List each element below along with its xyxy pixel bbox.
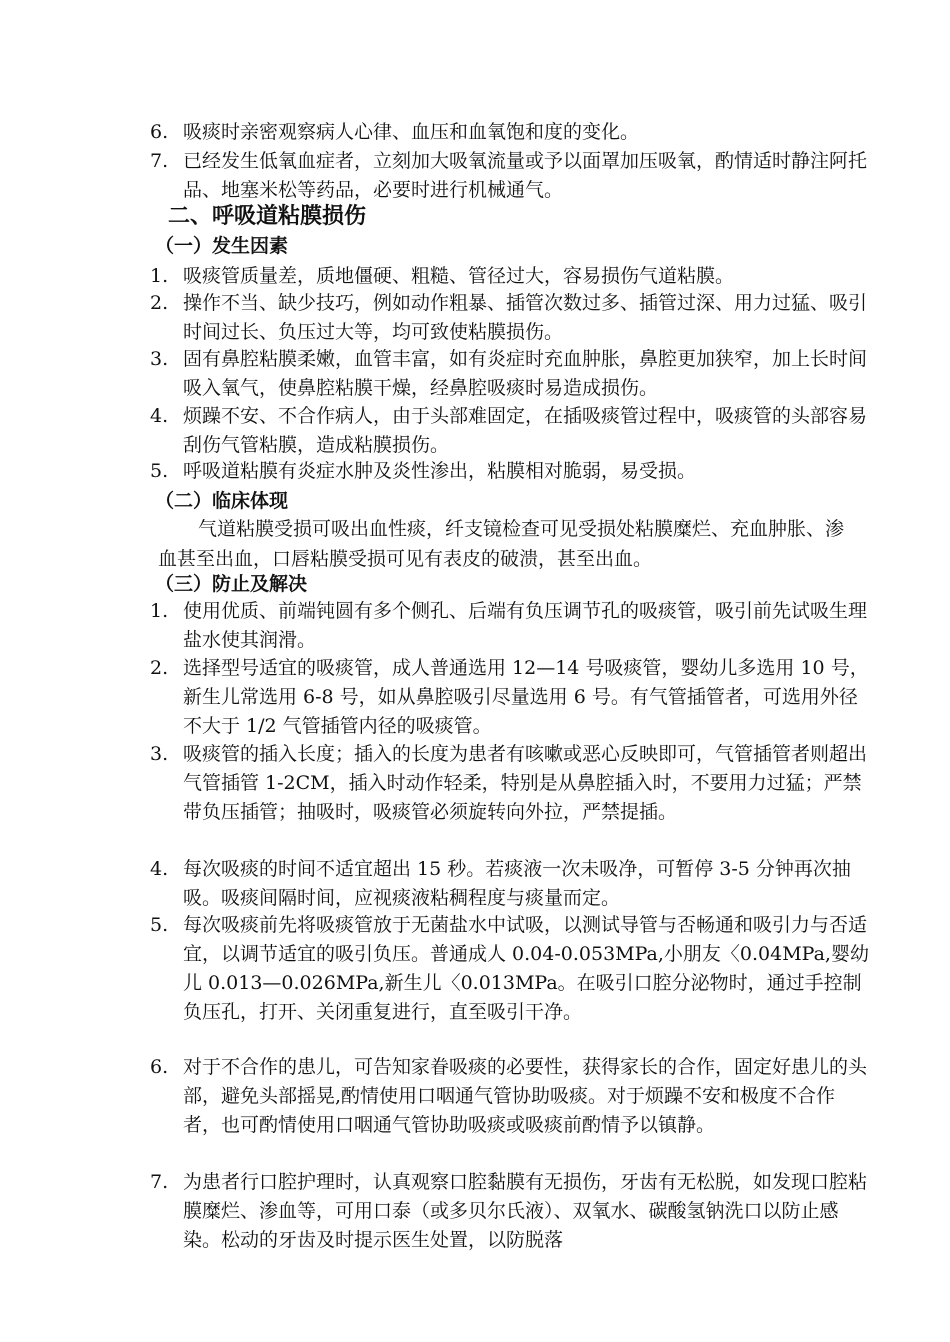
list-number: 1.	[150, 265, 169, 287]
list-item	[150, 855, 870, 913]
list-text: 操作不当、缺少技巧，例如动作粗暴、插管次数过多、插管过深、用力过猛、吸引时间过长、负压过大等，均可致使粘膜损伤。	[183, 292, 868, 343]
list-text: 吸痰时亲密观察病人心律、血压和血氧饱和度的变化。	[183, 121, 640, 143]
list-text: 为患者行口腔护理时，认真观察口腔黏膜有无损伤，牙齿有无松脱，如发现口腔粘膜糜烂、渗血等，可用口泰（或多贝尔氏液）、双氧水、碳酸氢钠洗口以防止感染。松动的牙齿及时提示医生处置，以防脱落	[183, 1171, 868, 1251]
list-item	[150, 1053, 870, 1140]
list-number: 4.	[150, 405, 169, 427]
list-number: 7.	[150, 150, 169, 172]
clinical-heading: （二）临床体现	[155, 490, 289, 512]
list-item	[150, 740, 870, 827]
list-item	[150, 911, 870, 1027]
list-number: 6.	[150, 1056, 169, 1078]
list-item	[150, 1168, 870, 1255]
list-number: 1.	[150, 600, 169, 622]
list-text: 呼吸道粘膜有炎症水肿及炎性渗出，粘膜相对脆弱，易受损。	[183, 460, 697, 482]
list-item	[150, 262, 870, 291]
list-number: 2.	[150, 292, 169, 314]
list-text: 吸痰管质量差，质地僵硬、粗糙、管径过大，容易损伤气道粘膜。	[183, 265, 735, 287]
list-item	[150, 402, 870, 460]
list-item	[150, 147, 870, 205]
list-text: 每次吸痰的时间不适宜超出 15 秒。若痰液一次未吸净，可暂停 3-5 分钟再次抽吸。吸痰间隔时间，应视痰液粘稠程度与痰量而定。	[183, 858, 851, 909]
list-number: 5.	[150, 914, 169, 936]
list-item	[150, 597, 870, 655]
list-text: 对于不合作的患儿，可告知家眷吸痰的必要性，获得家长的合作，固定好患儿的头部，避免头部摇晃,酌情使用口咽通气管协助吸痰。对于烦躁不安和极度不合作者，也可酌情使用口咽通气管协助吸痰或吸痰前酌情予以镇静。	[183, 1056, 868, 1136]
list-item	[150, 654, 870, 741]
list-item	[150, 118, 870, 147]
list-number: 3.	[150, 743, 169, 765]
cause-heading: （一）发生因素	[155, 235, 289, 257]
list-text: 选择型号适宜的吸痰管，成人普通选用 12—14 号吸痰管，婴幼儿多选用 10 号，新生儿常选用 6-8 号，如从鼻腔吸引尽量选用 6 号。有气管插管者，可选用外径不大于 1/2 气管插管内径的吸痰管。	[183, 657, 869, 737]
list-item	[150, 457, 870, 486]
list-number: 2.	[150, 657, 169, 679]
list-text: 每次吸痰前先将吸痰管放于无菌盐水中试吸，以测试导管与否畅通和吸引力与否适宜，以调节适宜的吸引负压。普通成人 0.04-0.053MPa,小朋友〈0.04MPa,婴幼儿 0.013—0.026MPa,新生儿〈0.013MPa。在吸引口腔分泌物时，通过手控制负压孔，打开、关闭重复进行，直至吸引干净。	[183, 914, 869, 1023]
clinical-paragraph: 气道粘膜受损可吸出血性痰，纤支镜检查可见受损处粘膜糜烂、充血肿胀、渗血甚至出血，口唇粘膜受损可见有表皮的破溃，甚至出血。	[158, 518, 845, 570]
list-number: 7.	[150, 1171, 169, 1193]
list-item	[150, 345, 870, 403]
prevention-heading: （三）防止及解决	[155, 573, 308, 595]
list-text: 烦躁不安、不合作病人，由于头部难固定，在插吸痰管过程中，吸痰管的头部容易刮伤气管粘膜，造成粘膜损伤。	[183, 405, 868, 456]
list-number: 4.	[150, 858, 169, 880]
list-text: 已经发生低氧血症者，立刻加大吸氧流量或予以面罩加压吸氧，酌情适时静注阿托品、地塞米松等药品，必要时进行机械通气。	[183, 150, 868, 201]
list-number: 3.	[150, 348, 169, 370]
list-number: 5.	[150, 460, 169, 482]
list-text: 使用优质、前端钝圆有多个侧孔、后端有负压调节孔的吸痰管，吸引前先试吸生理盐水使其润滑。	[183, 600, 868, 651]
list-text: 吸痰管的插入长度；插入的长度为患者有咳嗽或恶心反映即可，气管插管者则超出气管插管 1-2CM，插入时动作轻柔，特别是从鼻腔插入时，不要用力过猛；严禁带负压插管；抽吸时，吸痰管必须旋转向外拉，严禁提插。	[183, 743, 868, 823]
section-title: 二、呼吸道粘膜损伤	[168, 204, 367, 229]
list-number: 6.	[150, 121, 169, 143]
list-item	[150, 289, 870, 347]
list-text: 固有鼻腔粘膜柔嫩，血管丰富，如有炎症时充血肿胀，鼻腔更加狭窄，加上长时间吸入氧气，使鼻腔粘膜干燥，经鼻腔吸痰时易造成损伤。	[183, 348, 868, 399]
